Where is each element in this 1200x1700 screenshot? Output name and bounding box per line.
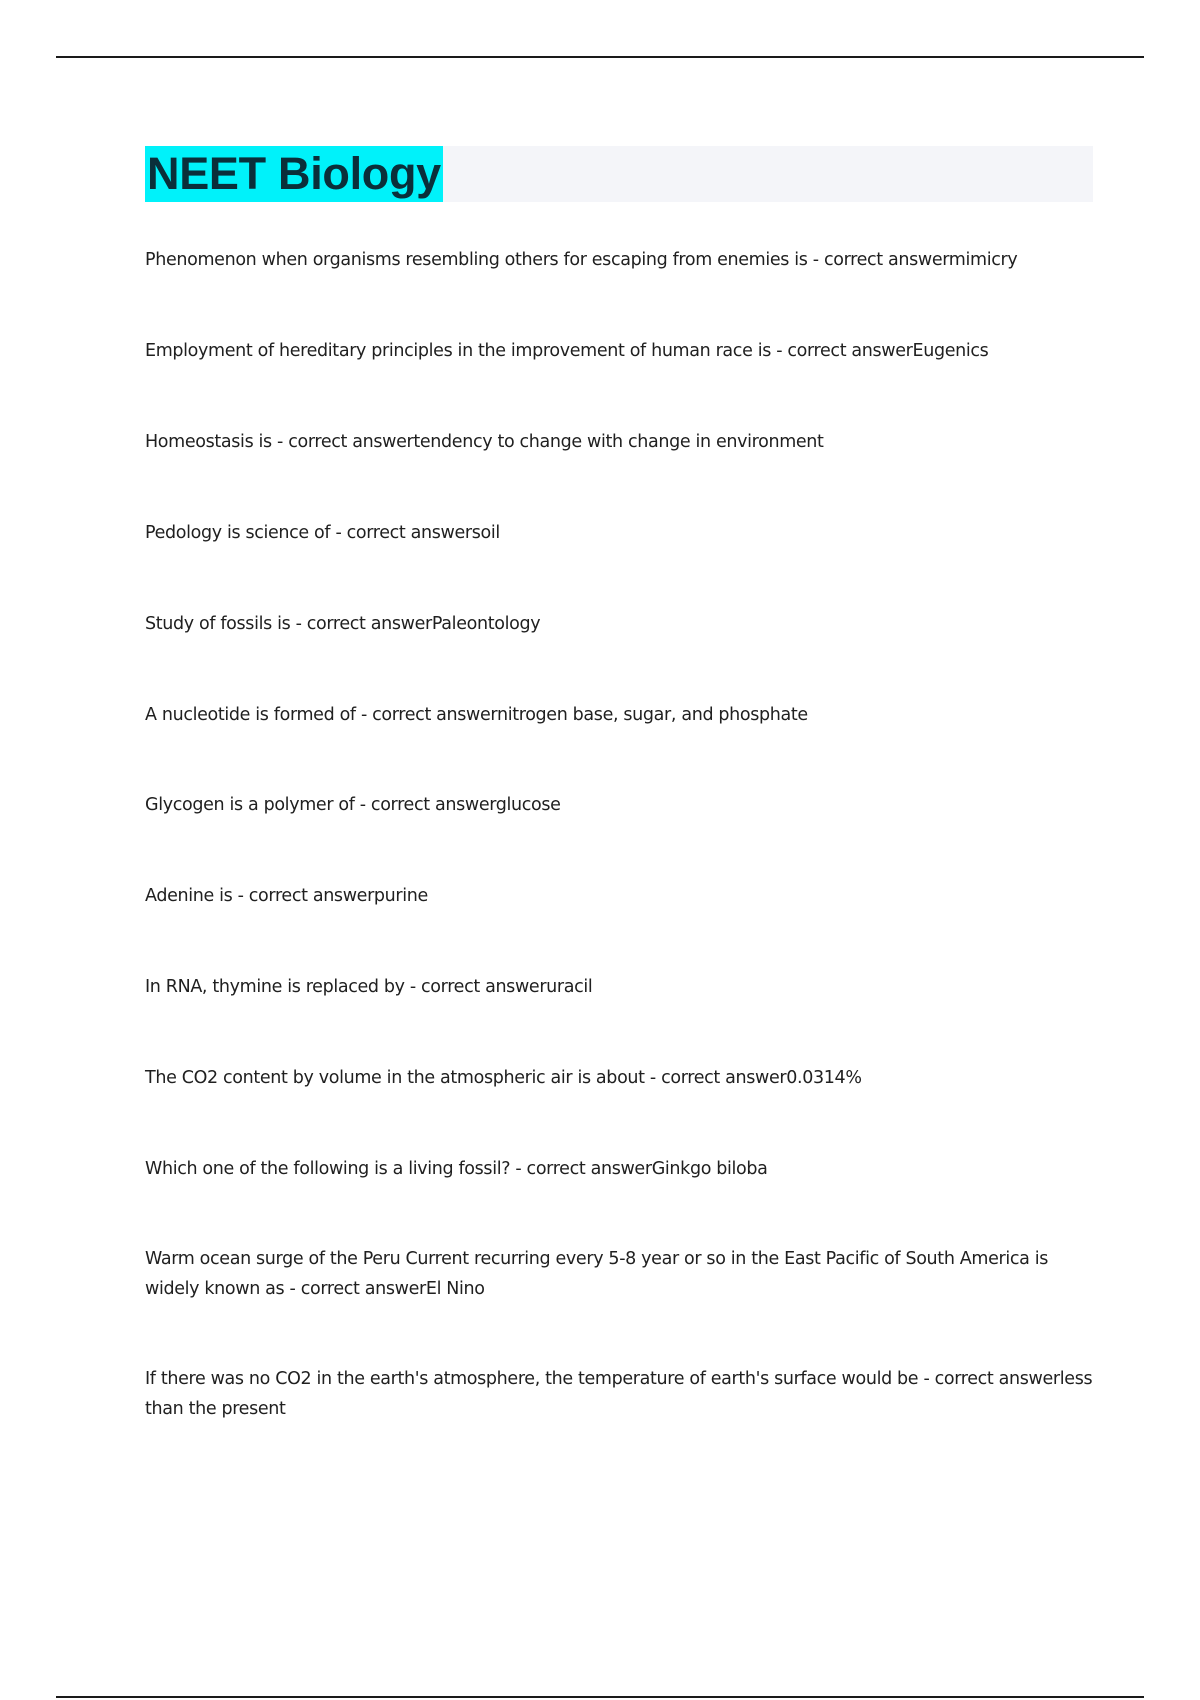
qa-item: The CO2 content by volume in the atmospheric air is about - correct answer0.0314%: [145, 1068, 862, 1088]
qa-item: Employment of hereditary principles in the improvement of human race is - correct answerEugenics: [145, 341, 989, 361]
qa-item: Which one of the following is a living fossil? - correct answerGinkgo biloba: [145, 1159, 768, 1179]
qa-item: Adenine is - correct answerpurine: [145, 886, 428, 906]
qa-item: Glycogen is a polymer of - correct answerglucose: [145, 795, 561, 815]
qa-item: A nucleotide is formed of - correct answernitrogen base, sugar, and phosphate: [145, 705, 808, 725]
qa-item: In RNA, thymine is replaced by - correct answeruracil: [145, 977, 593, 997]
qa-item: Pedology is science of - correct answersoil: [145, 523, 500, 543]
header-rule: [56, 56, 1144, 58]
qa-item: Warm ocean surge of the Peru Current recurring every 5-8 year or so in the East Pacific of South America is widely known as - correct answerEl Nino: [145, 1249, 1048, 1299]
qa-item: Phenomenon when organisms resembling others for escaping from enemies is - correct answermimicry: [145, 250, 1018, 270]
qa-item: If there was no CO2 in the earth's atmosphere, the temperature of earth's surface would be - correct answerless than the present: [145, 1369, 1093, 1419]
qa-item: Study of fossils is - correct answerPaleontology: [145, 614, 541, 634]
footer-rule: [56, 1696, 1144, 1698]
page-title: NEET Biology: [145, 146, 443, 202]
qa-item: Homeostasis is - correct answertendency to change with change in environment: [145, 432, 824, 452]
